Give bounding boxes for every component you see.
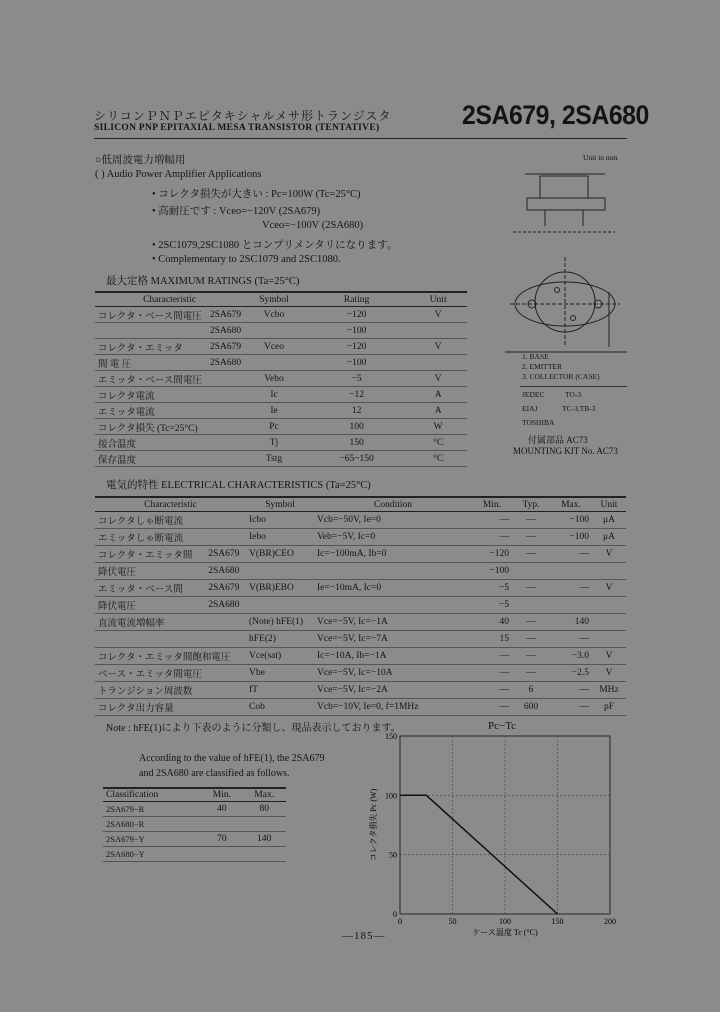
y-tick-label: 50 <box>389 850 397 860</box>
cell-unit: pF <box>592 699 626 716</box>
x-tick-label: 50 <box>448 917 457 926</box>
table-row <box>95 419 467 435</box>
cell-max: −3.0 <box>550 648 592 665</box>
cell-part <box>205 512 246 529</box>
col-unit: Unit <box>409 292 467 307</box>
cell-max: −100 <box>550 529 592 546</box>
cell-cond: Ic=−100mA, Ib=0 <box>314 546 472 563</box>
cell-rating: 12 <box>304 403 409 419</box>
cell-max <box>550 597 592 614</box>
cell-symbol <box>246 597 314 614</box>
cell-min: — <box>472 665 512 682</box>
cell-unit: V <box>592 546 626 563</box>
cell-typ: — <box>512 512 550 529</box>
cell-cond: Vcb=−10V, Ie=0, f=1MHz <box>314 699 472 716</box>
cell-typ <box>512 597 550 614</box>
cell-min: 40 <box>472 614 512 631</box>
cell-typ: — <box>512 631 550 648</box>
table-row <box>95 323 467 339</box>
cell-typ: — <box>512 614 550 631</box>
col-max: Max. <box>242 788 286 802</box>
cell-char: 直流電流増幅率 <box>95 614 205 631</box>
y-tick-label: 150 <box>385 732 397 741</box>
cell-cond: Veb=−5V, Ic=0 <box>314 529 472 546</box>
applications-heading-en: ( ) Audio Power Amplifier Applications <box>95 169 262 180</box>
cell-unit: V <box>409 371 467 387</box>
pin-1-label: 1. BASE <box>522 352 549 361</box>
package-outline-drawing <box>505 162 627 422</box>
cell-cond: Vce=−5V, Ic=−10A <box>314 665 472 682</box>
max-ratings-table <box>95 291 467 467</box>
table-row <box>95 699 626 716</box>
cell-unit <box>409 323 467 339</box>
cell-max: — <box>550 546 592 563</box>
cell-cond <box>314 597 472 614</box>
table-header-row <box>95 292 467 307</box>
cell-max <box>550 563 592 580</box>
table-row <box>95 682 626 699</box>
cell-part: 2SA679 <box>205 546 246 563</box>
cell-cond: Ic=−10A, Ib=−1A <box>314 648 472 665</box>
cell-typ: 6 <box>512 682 550 699</box>
cell-part: 2SA680 <box>205 597 246 614</box>
cell-char: ベース・エミッタ間電圧 <box>95 665 246 682</box>
cell-char: コレクタ・エミッタ間 <box>95 546 205 563</box>
note-line-3: and 2SA680 are classified as follows. <box>139 768 290 779</box>
cell-unit: V <box>592 665 626 682</box>
cell-unit <box>592 614 626 631</box>
cell-unit: V <box>592 648 626 665</box>
cell-min <box>201 847 242 862</box>
cell-rating: −100 <box>304 355 409 371</box>
cell-char: エミッタしゃ断電流 <box>95 529 205 546</box>
cell-symbol: V(BR)EBO <box>246 580 314 597</box>
cell-typ: — <box>512 529 550 546</box>
cell-unit: μA <box>592 512 626 529</box>
max-ratings-heading: 最大定格 MAXIMUM RATINGS (Ta=25°C) <box>106 276 300 287</box>
table-row <box>95 546 626 563</box>
cell-unit: W <box>409 419 467 435</box>
cell-min: — <box>472 682 512 699</box>
jedec-value: TO-3 <box>565 390 582 399</box>
cell-char: 間 電 圧 <box>95 355 207 371</box>
cell-max <box>242 847 286 862</box>
electrical-heading: 電気的特性 ELECTRICAL CHARACTERISTICS (Ta=25°C) <box>106 480 371 491</box>
cell-symbol: (Note) hFE(1) <box>246 614 314 631</box>
cell-symbol: V(BR)CEO <box>246 546 314 563</box>
cell-char: コレクタ出力容量 <box>95 699 246 716</box>
feature-2: • 高耐圧です : Vceo=−120V (2SA679) <box>152 206 321 217</box>
cell-char <box>95 631 205 648</box>
cell-cond <box>314 563 472 580</box>
cell-rating: −100 <box>304 323 409 339</box>
cell-symbol: Iebo <box>246 529 314 546</box>
col-symbol: Symbol <box>246 497 314 512</box>
cell-rating: −5 <box>304 371 409 387</box>
cell-max: −100 <box>550 512 592 529</box>
cell-min <box>201 817 242 832</box>
feature-4: • 2SC1079,2SC1080 とコンプリメンタリになります。 <box>152 240 398 251</box>
cell-rating: −120 <box>304 307 409 323</box>
cell-unit <box>592 597 626 614</box>
cell-char: 接合温度 <box>95 435 244 451</box>
cell-cond: Vce=−5V, Ic=−7A <box>314 631 472 648</box>
cell-min: — <box>472 699 512 716</box>
cell-rating: −65~150 <box>304 451 409 467</box>
cell-max: −2.5 <box>550 665 592 682</box>
cell-unit: V <box>409 307 467 323</box>
table-row <box>95 307 467 323</box>
cell-symbol: hFE(2) <box>246 631 314 648</box>
note-line-1: Note : hFE(1)により下表のように分類し、現品表示しております。 <box>106 723 401 734</box>
cell-char: コレクタ損失 (Tc=25°C) <box>95 419 244 435</box>
cell-min: −100 <box>472 563 512 580</box>
cell-char: コレクタしゃ断電流 <box>95 512 205 529</box>
cell-min: — <box>472 529 512 546</box>
x-tick-label: 0 <box>398 917 402 926</box>
cell-part: 2SA680 <box>207 355 244 371</box>
cell-char: トランジション周波数 <box>95 682 246 699</box>
table-row <box>103 817 286 832</box>
cell-symbol: Tj <box>244 435 304 451</box>
feature-3: Vceo=−100V (2SA680) <box>262 220 364 231</box>
cell-rating: −12 <box>304 387 409 403</box>
cell-unit: MHz <box>592 682 626 699</box>
classification-table <box>103 787 286 862</box>
cell-cond: Ie=−10mA, Ic=0 <box>314 580 472 597</box>
cell-min: −5 <box>472 597 512 614</box>
cell-symbol: Icbo <box>246 512 314 529</box>
cell-min: 40 <box>201 802 242 817</box>
jedec-label: JEDEC <box>522 390 545 399</box>
cell-typ: — <box>512 580 550 597</box>
cell-symbol: Cob <box>246 699 314 716</box>
table-row <box>95 648 626 665</box>
cell-unit: V <box>592 580 626 597</box>
col-typ: Typ. <box>512 497 550 512</box>
part-number: 2SA679, 2SA680 <box>462 100 649 130</box>
cell-symbol: Vceo <box>244 339 304 355</box>
x-axis-label: ケース温度 Tc (°C) <box>472 928 538 937</box>
x-tick-label: 200 <box>604 917 616 926</box>
cell-char: エミッタ・ベース間電圧 <box>95 371 244 387</box>
table-row <box>95 451 467 467</box>
cell-cond: Vce=−5V, Ic=−1A <box>314 614 472 631</box>
cell-symbol <box>244 355 304 371</box>
cell-unit <box>592 631 626 648</box>
eiaj-value: TC-3,TB-3 <box>562 404 596 413</box>
cell-typ <box>512 563 550 580</box>
table-row <box>95 355 467 371</box>
cell-char: コレクタ・エミッタ間飽和電圧 <box>95 648 246 665</box>
y-axis-label: コレクタ損失 Pc (W) <box>369 788 378 862</box>
cell-char: コレクタ電流 <box>95 387 244 403</box>
x-tick-label: 100 <box>499 917 511 926</box>
title-en: SILICON PNP EPITAXIAL MESA TRANSISTOR (TENTATIVE) <box>94 123 380 133</box>
table-header-row <box>95 497 626 512</box>
cell-min: −5 <box>472 580 512 597</box>
cell-unit: V <box>409 339 467 355</box>
cell-char: エミッタ電流 <box>95 403 244 419</box>
table-row <box>95 563 626 580</box>
cell-class: 2SA679−Y <box>103 832 201 847</box>
col-characteristic: Characteristic <box>95 292 244 307</box>
page-number: —185— <box>342 930 386 942</box>
cell-max: 140 <box>550 614 592 631</box>
cell-symbol: Tstg <box>244 451 304 467</box>
cell-symbol: Vce(sat) <box>246 648 314 665</box>
cell-min: −120 <box>472 546 512 563</box>
feature-1: • コレクタ損失が大きい : Pc=100W (Tc=25°C) <box>152 189 361 200</box>
cell-unit: °C <box>409 435 467 451</box>
cell-unit <box>409 355 467 371</box>
table-row <box>95 631 626 648</box>
col-unit: Unit <box>592 497 626 512</box>
cell-symbol: Ic <box>244 387 304 403</box>
cell-typ: — <box>512 648 550 665</box>
cell-part: 2SA679 <box>207 307 244 323</box>
cell-part <box>205 631 246 648</box>
cell-min: 70 <box>201 832 242 847</box>
electrical-table <box>95 496 626 716</box>
cell-class: 2SA680−R <box>103 817 201 832</box>
cell-rating: 150 <box>304 435 409 451</box>
table-row <box>95 529 626 546</box>
col-characteristic: Characteristic <box>95 497 246 512</box>
cell-max: — <box>550 580 592 597</box>
col-condition: Condition <box>314 497 472 512</box>
cell-min: 15 <box>472 631 512 648</box>
cell-unit: A <box>409 403 467 419</box>
table-row <box>95 435 467 451</box>
mounting-kit-en: MOUNTING KIT No. AC73 <box>513 446 618 456</box>
cell-unit: °C <box>409 451 467 467</box>
table-row <box>103 802 286 817</box>
col-min: Min. <box>472 497 512 512</box>
cell-char <box>95 323 207 339</box>
title-jp: シリコンＰＮＰエピタキシャルメサ形トランジスタ <box>94 109 392 123</box>
table-row <box>95 665 626 682</box>
note-line-2: According to the value of hFE(1), the 2SA679 <box>139 753 325 764</box>
table-row <box>103 847 286 862</box>
cell-max: — <box>550 631 592 648</box>
cell-char: コレクタ・ベース間電圧 <box>95 307 207 323</box>
cell-typ: — <box>512 546 550 563</box>
table-row <box>95 580 626 597</box>
package-rule <box>520 386 627 387</box>
cell-symbol: fT <box>246 682 314 699</box>
unit-label: Unit in mm <box>583 153 618 162</box>
table-row <box>95 512 626 529</box>
pc-tc-chart <box>340 730 630 940</box>
pin-2-label: 2. EMITTER <box>522 362 562 371</box>
cell-min: — <box>472 648 512 665</box>
applications-heading-jp: ○低周波電力増幅用 <box>95 155 186 166</box>
cell-unit <box>592 563 626 580</box>
cell-symbol: Vebo <box>244 371 304 387</box>
col-rating: Rating <box>304 292 409 307</box>
col-symbol: Symbol <box>244 292 304 307</box>
cell-max <box>242 817 286 832</box>
table-row <box>95 403 467 419</box>
feature-5: • Complementary to 2SC1079 and 2SC1080. <box>152 254 341 265</box>
cell-cond: Vce=−5V, Ic=−2A <box>314 682 472 699</box>
y-tick-label: 0 <box>393 910 397 919</box>
cell-class: 2SA679−R <box>103 802 201 817</box>
col-classification: Classification <box>103 788 201 802</box>
col-min: Min. <box>201 788 242 802</box>
cell-symbol <box>246 563 314 580</box>
cell-char: 降伏電圧 <box>95 563 205 580</box>
cell-symbol: Pc <box>244 419 304 435</box>
cell-symbol: Ie <box>244 403 304 419</box>
table-row <box>95 597 626 614</box>
cell-typ: 600 <box>512 699 550 716</box>
y-tick-label: 100 <box>385 791 397 801</box>
table-row <box>95 614 626 631</box>
cell-rating: −120 <box>304 339 409 355</box>
cell-class: 2SA680−Y <box>103 847 201 862</box>
cell-char: 保存温度 <box>95 451 244 467</box>
cell-part: 2SA679 <box>205 580 246 597</box>
cell-max: 80 <box>242 802 286 817</box>
cell-part: 2SA680 <box>205 563 246 580</box>
cell-part <box>205 529 246 546</box>
table-row <box>103 832 286 847</box>
col-max: Max. <box>550 497 592 512</box>
header-rule <box>94 138 627 139</box>
cell-part <box>205 614 246 631</box>
chart-title: Pc−Tc <box>488 720 517 732</box>
cell-symbol <box>244 323 304 339</box>
cell-rating: 100 <box>304 419 409 435</box>
cell-max: 140 <box>242 832 286 847</box>
pin-3-label: 3. COLLECTOR (CASE) <box>522 372 600 381</box>
table-row <box>95 387 467 403</box>
eiaj-label: EIAJ <box>522 404 538 413</box>
table-header-row <box>103 788 286 802</box>
cell-typ: — <box>512 665 550 682</box>
cell-unit: μA <box>592 529 626 546</box>
cell-min: — <box>472 512 512 529</box>
cell-max: — <box>550 682 592 699</box>
x-tick-label: 150 <box>551 917 564 926</box>
cell-cond: Vcb=−50V, Ie=0 <box>314 512 472 529</box>
cell-char: コレクタ・エミッタ <box>95 339 207 355</box>
cell-symbol: Vbe <box>246 665 314 682</box>
cell-part: 2SA680 <box>207 323 244 339</box>
cell-unit: A <box>409 387 467 403</box>
cell-char: エミッタ・ベース間 <box>95 580 205 597</box>
cell-char: 降伏電圧 <box>95 597 205 614</box>
table-row <box>95 339 467 355</box>
cell-symbol: Vcbo <box>244 307 304 323</box>
mounting-kit-jp: 付属部品 AC73 <box>528 435 588 445</box>
cell-part: 2SA679 <box>207 339 244 355</box>
toshiba-label: TOSHIBA <box>522 418 555 427</box>
table-row <box>95 371 467 387</box>
cell-max: — <box>550 699 592 716</box>
